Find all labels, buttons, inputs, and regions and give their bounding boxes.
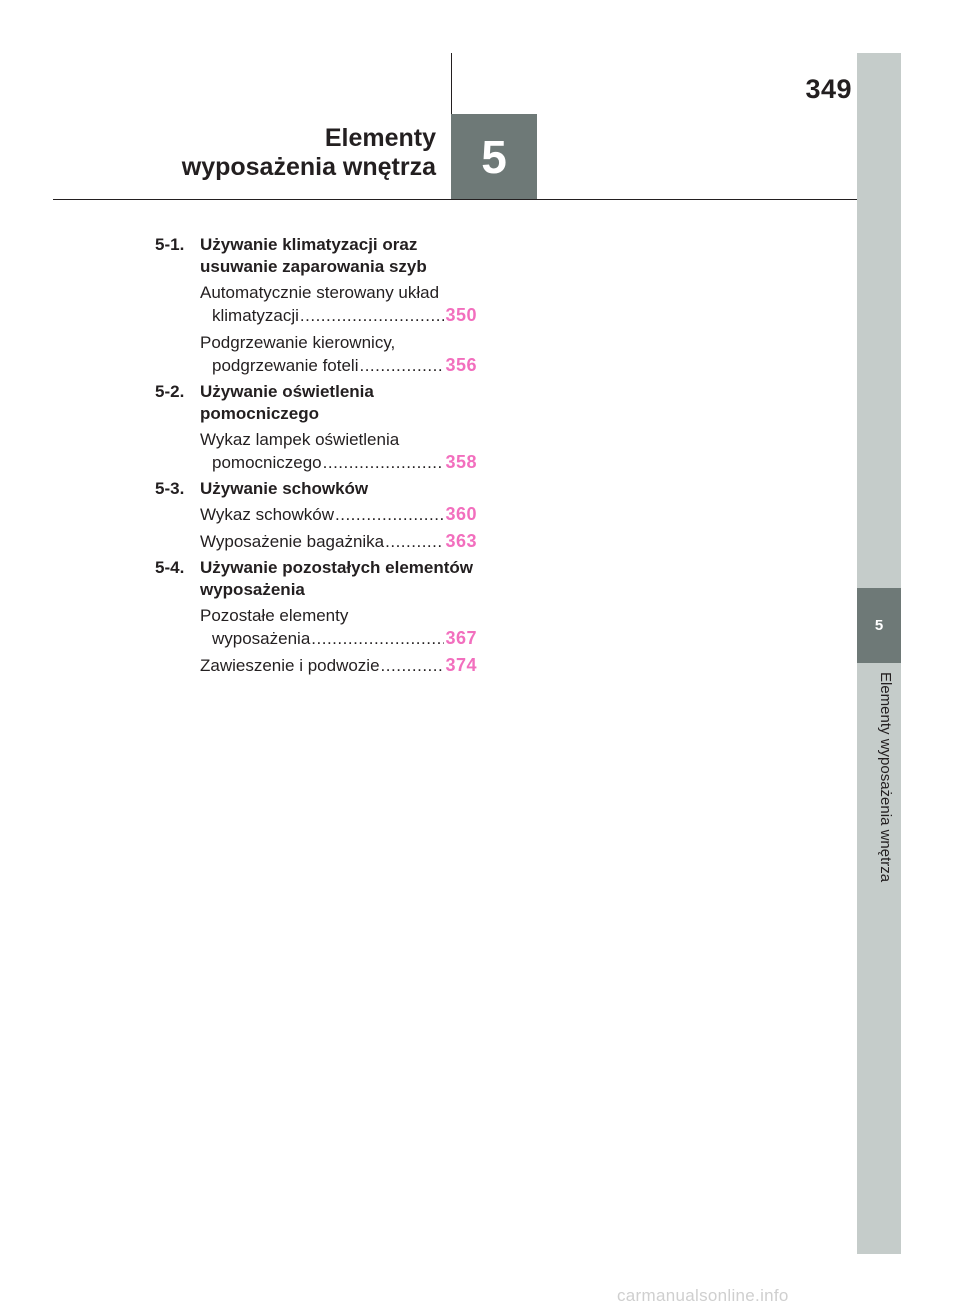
- entry-label-line2: podgrzewanie foteli: [212, 356, 359, 375]
- toc-section-5-1[interactable]: [155, 234, 477, 278]
- entry-page-number[interactable]: 358: [445, 452, 477, 472]
- entry-label: Zawieszenie i podwozie: [200, 656, 380, 675]
- toc-section-5-4[interactable]: [155, 557, 477, 601]
- toc-entry[interactable]: [155, 654, 477, 677]
- chapter-title: [140, 124, 436, 182]
- dot-leader: [381, 654, 445, 677]
- watermark-text: carmanualsonline.info: [617, 1286, 789, 1305]
- toc-section-5-3[interactable]: [155, 478, 477, 500]
- side-tab-label: Elementy wyposażenia wnętrza: [877, 672, 894, 883]
- chapter-title-line2: wyposażenia wnętrza: [181, 153, 436, 181]
- entry-label-line1: Automatycznie sterowany układ: [200, 283, 440, 302]
- dot-leader: [335, 503, 444, 526]
- side-tab-number: 5: [874, 617, 884, 634]
- dot-leader: [385, 530, 444, 553]
- section-number: 5-4.: [155, 558, 185, 577]
- toc-entry[interactable]: [155, 281, 477, 327]
- toc-entry[interactable]: [155, 428, 477, 474]
- entry-label: Wykaz schowków: [200, 505, 334, 524]
- header-vertical-divider: [451, 53, 452, 115]
- dot-leader: [300, 304, 445, 327]
- entry-page-number[interactable]: 360: [445, 504, 477, 524]
- section-number: 5-2.: [155, 382, 185, 401]
- table-of-contents: [155, 234, 477, 681]
- entry-label-line2: pomocniczego: [212, 453, 322, 472]
- dot-leader: [359, 354, 444, 377]
- entry-label-line2: wyposażenia: [212, 629, 311, 648]
- entry-page-number[interactable]: 367: [445, 628, 477, 648]
- page-number: 349: [805, 74, 852, 104]
- entry-page-number[interactable]: 363: [445, 531, 477, 551]
- header-horizontal-rule: [53, 199, 857, 200]
- section-number: 5-1.: [155, 235, 185, 254]
- section-title: Używanie oświetlenia pomocniczego: [200, 382, 374, 423]
- section-title: Używanie klimatyzacji oraz usuwanie zaparowania szyb: [200, 235, 427, 276]
- toc-section-5-2[interactable]: [155, 381, 477, 425]
- dot-leader: [311, 627, 444, 650]
- dot-leader: [323, 451, 445, 474]
- chapter-title-line1: Elementy: [324, 124, 436, 152]
- chapter-number-box: [451, 114, 537, 200]
- section-title: Używanie schowków: [200, 479, 369, 498]
- entry-label-line1: Pozostałe elementy: [200, 606, 349, 625]
- entry-label-line2: klimatyzacji: [212, 306, 299, 325]
- entry-page-number[interactable]: 374: [445, 655, 477, 675]
- entry-page-number[interactable]: 356: [445, 355, 477, 375]
- entry-label: Wyposażenie bagażnika: [200, 532, 385, 551]
- entry-label-line1: Wykaz lampek oświetlenia: [200, 430, 400, 449]
- side-tab-number-box[interactable]: [857, 588, 901, 663]
- toc-entry[interactable]: [155, 604, 477, 650]
- toc-entry[interactable]: [155, 331, 477, 377]
- entry-label-line1: Podgrzewanie kierownicy,: [200, 333, 396, 352]
- toc-entry[interactable]: [155, 503, 477, 526]
- toc-entry[interactable]: [155, 530, 477, 553]
- section-number: 5-3.: [155, 479, 185, 498]
- chapter-number: 5: [481, 131, 507, 183]
- section-title: Używanie pozostałych elementów wyposażenia: [200, 558, 474, 599]
- entry-page-number[interactable]: 350: [445, 305, 477, 325]
